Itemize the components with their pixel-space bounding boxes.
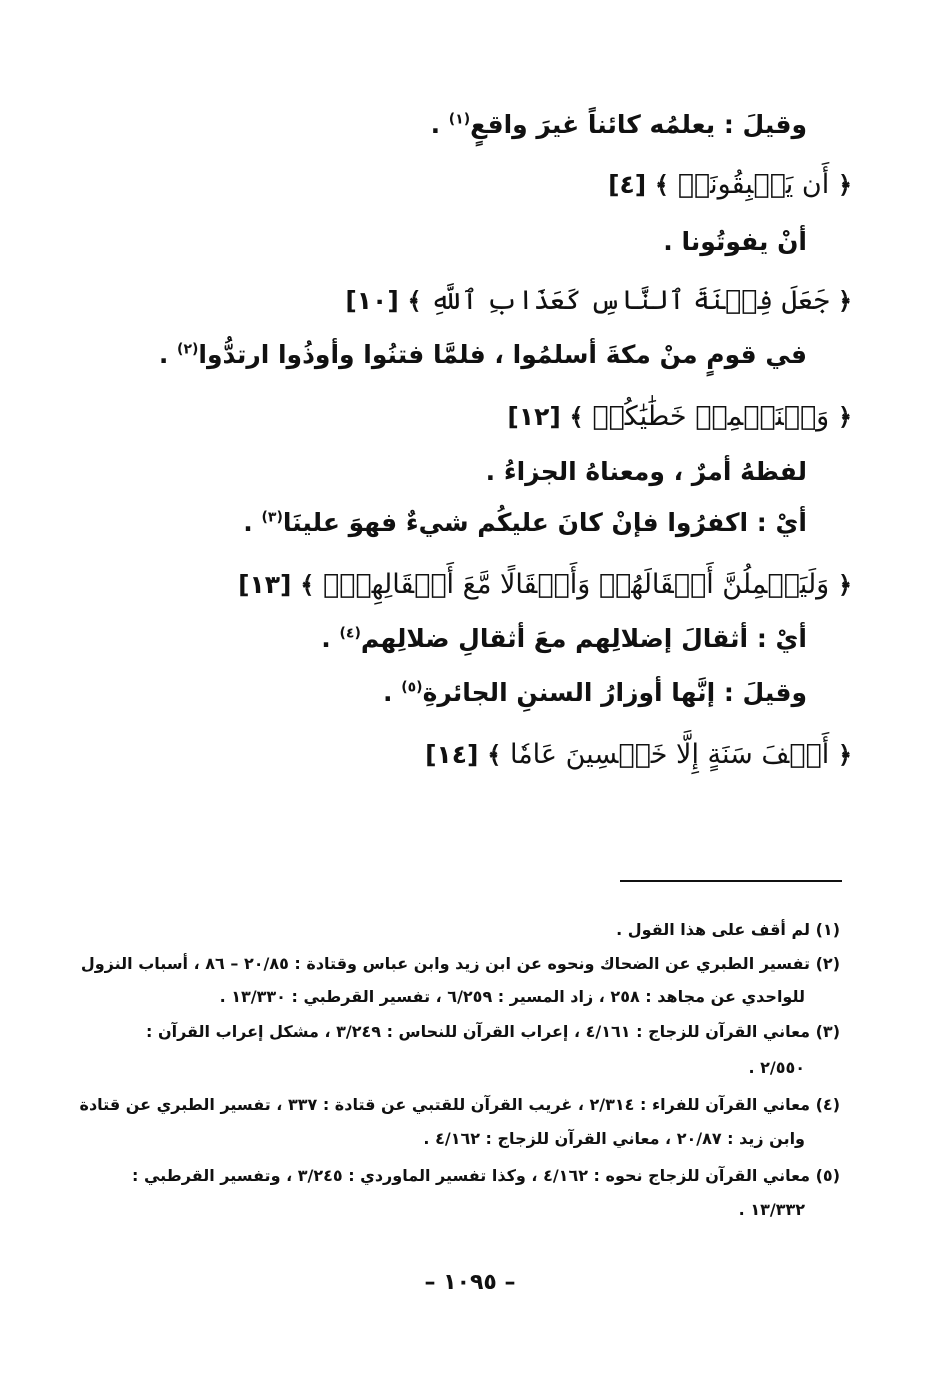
body-line-2: أنْ يفوتُونا .	[663, 227, 807, 256]
footnote-2-line-2: للواحدي عن مجاهد : ٢٥٨ ، زاد المسير : ٦/٢٥٩ ، تفسير القرطبي : ١٣/٣٣٠ .	[219, 987, 805, 1006]
footnote-3-line-1: (٣) معاني القرآن للزجاج : ٤/١٦١ ، إعراب القرآن للنحاس : ٣/٢٤٩ ، مشكل إعراب القرآن :	[145, 1022, 840, 1041]
verse-line-4: ﴿ وَلَيَحۡمِلُنَّ أَثۡقَالَهُمۡ وَأَثۡقَالًا مَّعَ أَثۡقَالِهِمۡۖ ﴾ [١٣]	[238, 569, 852, 600]
body-line-1: وقيلَ : يعلمُه كائناً غيرَ واقعٍ$^{(١)}$ .	[430, 110, 807, 139]
footnote-3-line-2: ٢/٥٥٠ .	[748, 1058, 805, 1077]
verse-line-1: ﴿ أَن يَسۡبِقُونَاۚ ﴾ [٤]	[608, 169, 852, 200]
footnote-1: (١) لم أقف على هذا القول .	[616, 920, 840, 939]
footnote-5-line-1: (٥) معاني القرآن للزجاج نحوه : ٤/١٦٢ ، وكذا تفسير الماوردي : ٣/٢٤٥ ، وتفسير القرطبي :	[131, 1166, 840, 1185]
footnote-separator	[620, 880, 842, 882]
body-line-4: لفظهُ أمرٌ ، ومعناهُ الجزاءُ .	[485, 457, 807, 486]
verse-line-2: ﴿ جَعَلَ فِتۡنَةَ ٱلنَّاسِ كَعَذَابِ ٱللَّهِ ﴾ [١٠]	[345, 285, 852, 316]
footnote-5-line-2: ١٣/٣٣٢ .	[738, 1200, 805, 1219]
page-number: – ١٠٩٥ –	[424, 1270, 516, 1295]
footnote-2-line-1: (٢) تفسير الطبري عن الضحاك ونحوه عن ابن زيد وابن عباس وقتادة : ٢٠/٨٥ – ٨٦ ، أسباب النزول	[80, 954, 840, 973]
body-line-6: أيْ : أثقالَ إضلالِهم معَ أثقالِ ضلالِهم$^{(٤)}$ .	[321, 624, 807, 653]
footnote-4-line-2: وابن زيد : ٢٠/٨٧ ، معاني القرآن للزجاج : ٤/١٦٢ .	[423, 1129, 805, 1148]
verse-line-5: ﴿ أَلۡفَ سَنَةٍ إِلَّا خَمۡسِينَ عَامٗا ﴾ [١٤]	[425, 739, 852, 770]
body-line-5: أيْ : اكفرُوا فإنْ كانَ عليكُم شيءٌ فهوَ علينَا$^{(٣)}$ .	[243, 508, 807, 537]
verse-line-3: ﴿ وَلۡنَحۡمِلۡ خَطَٰيَٰكُمۡ ﴾ [١٢]	[507, 401, 852, 432]
footnote-4-line-1: (٤) معاني القرآن للفراء : ٢/٣١٤ ، غريب القرآن للقتبي عن قتادة : ٣٣٧ ، تفسير الطبري عن قتادة	[79, 1095, 840, 1114]
body-line-7: وقيلَ : إنَّها أوزارُ السننِ الجائرةِ$^{(٥)}$ .	[383, 678, 807, 707]
body-line-3: في قومٍ منْ مكةَ أسلمُوا ، فلمَّا فتنُوا وأوذُوا ارتدُّوا$^{(٢)}$ .	[158, 340, 807, 369]
